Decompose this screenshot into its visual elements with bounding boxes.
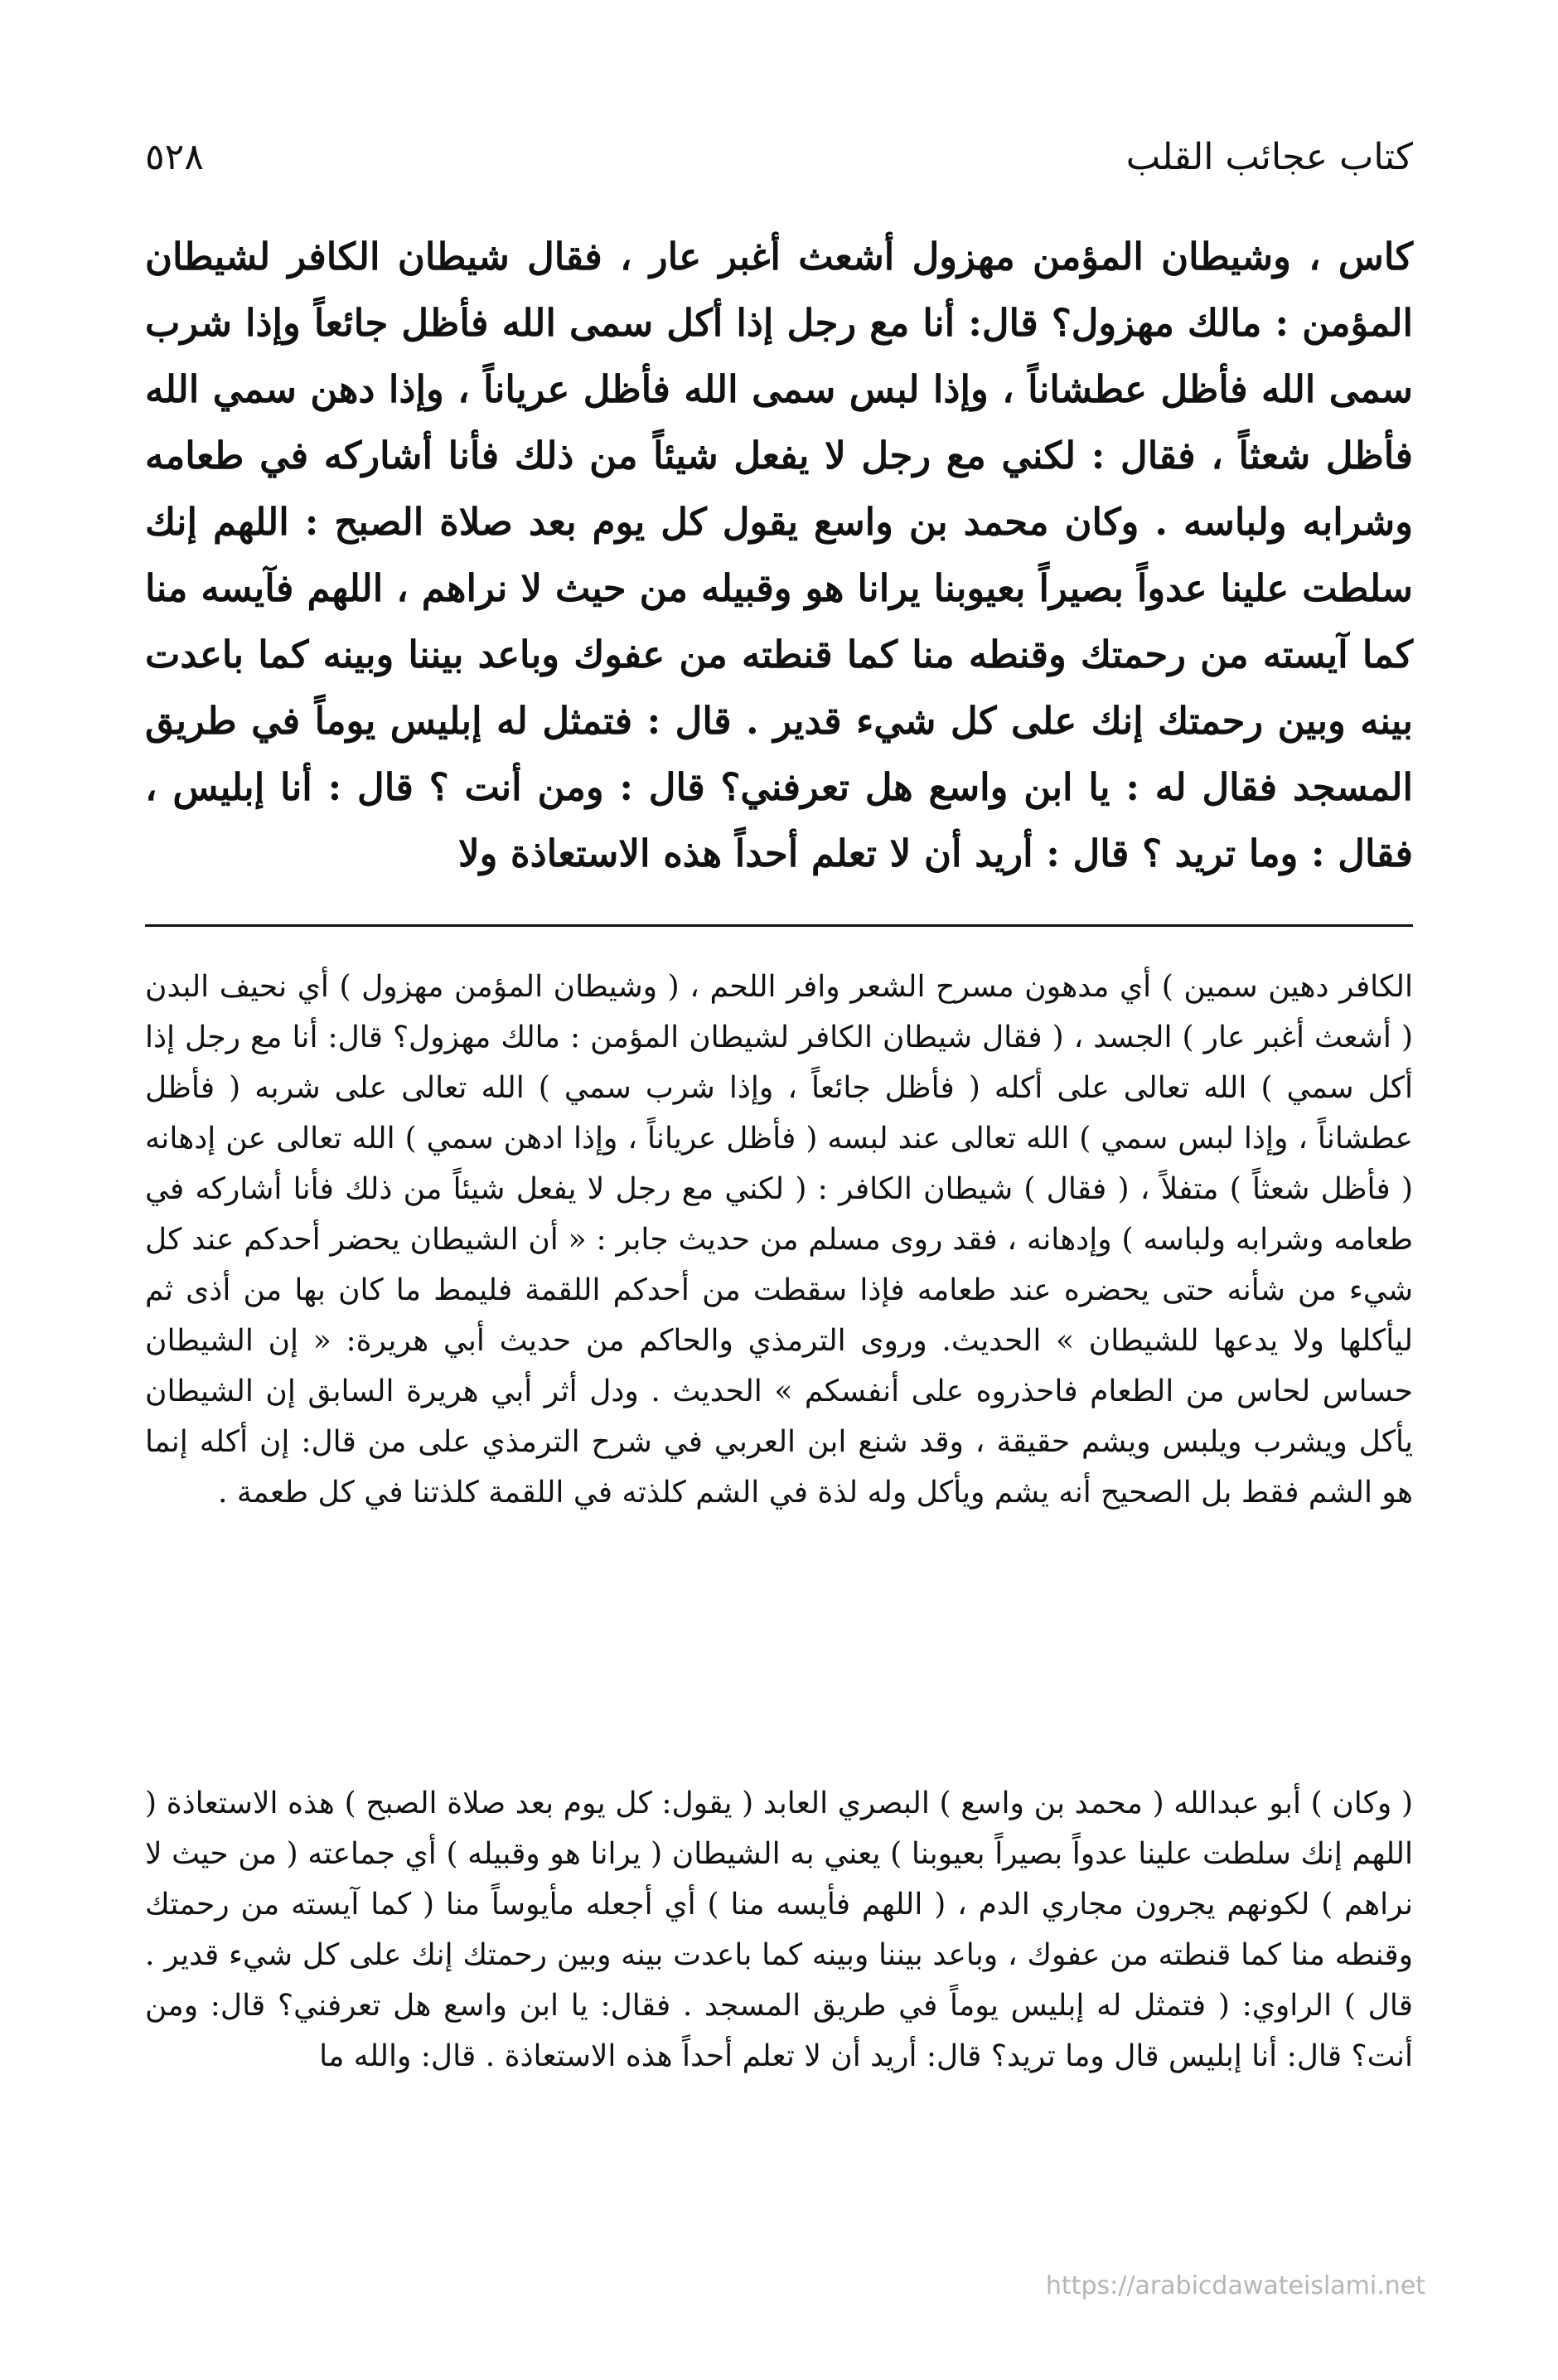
commentary-block-1 — [145, 962, 1413, 1518]
main-text-block — [145, 224, 1413, 887]
page-number: ٥٢٨ — [145, 136, 204, 178]
separator-rule — [145, 924, 1413, 927]
commentary-block-2 — [145, 1778, 1413, 2082]
watermark-url: https://arabicdawateislami.net — [1045, 2271, 1425, 2300]
main-paragraph: كاس ، وشيطان المؤمن مهزول أشعث أغبر عار ، فقال شيطان الكافر لشيطان المؤمن : مالك مهزول؟ قال: أنا مع رجل إذا أكل سمى الله فأظل جائعاً وإذا شرب سمى الله فأظل عطشاناً ، وإذا لبس سمى الله فأظل عرياناً ، وإذا دهن سمي الله فأظل شعثاً ، فقال : لكني مع رجل لا يفعل شيئاً من ذلك فأنا أشاركه في طعامه وشرابه ولباسه . وكان محمد بن واسع يقول كل يوم بعد صلاة الصبح : اللهم إنك سلطت علينا عدواً بصيراً بعيوبنا يرانا هو وقبيله من حيث لا نراهم ، اللهم فآيسه منا كما آيسته من رحمتك وقنطه منا كما قنطته من عفوك وباعد بيننا وبينه كما باعدت بينه وبين رحمتك إنك على كل شيء قدير . قال : فتمثل له إبليس يوماً في طريق المسجد فقال له : يا ابن واسع هل تعرفني؟ قال : ومن أنت ؟ قال : أنا إبليس ، فقال : وما تريد ؟ قال : أريد أن لا تعلم أحداً هذه الاستعاذة ولا — [145, 235, 1413, 875]
book-page — [145, 99, 1413, 2338]
page-header — [145, 133, 1413, 182]
running-title: كتاب عجائب القلب — [1125, 136, 1413, 178]
commentary-paragraph-1: الكافر دهين سمين ) أي مدهون مسرح الشعر وافر اللحم ، ( وشيطان المؤمن مهزول ) أي نحيف البدن ( أشعث أغبر عار ) الجسد ، ( فقال شيطان الكافر لشيطان المؤمن : مالك مهزول؟ قال: أنا مع رجل إذا أكل سمي ) الله تعالى على أكله ( فأظل جائعاً ، وإذا شرب سمي ) الله تعالى على شربه ( فأظل عطشاناً ، وإذا لبس سمي ) الله تعالى عند لبسه ( فأظل عرياناً ، وإذا ادهن سمي ) الله تعالى عن إدهانه ( فأظل شعثاً ) متفلاً ، ( فقال ) شيطان الكافر : ( لكني مع رجل لا يفعل شيئاً من ذلك فأنا أشاركه في طعامه وشرابه ولباسه ) وإدهانه ، فقد روى مسلم من حديث جابر : « أن الشيطان يحضر أحدكم عند كل شيء من شأنه حتى يحضره عند طعامه فإذا سقطت من أحدكم اللقمة فليمط ما كان بها من أذى ثم ليأكلها ولا يدعها للشيطان » الحديث. وروى الترمذي والحاكم من حديث أبي هريرة: « إن الشيطان حساس لحاس من الطعام فاحذروه على أنفسكم » الحديث . ودل أثر أبي هريرة السابق إن الشيطان يأكل ويشرب ويلبس ويشم حقيقة ، وقد شنع ابن العربي في شرح الترمذي على من قال: إن أكله إنما هو الشم فقط بل الصحيح أنه يشم ويأكل وله لذة في الشم كلذته في اللقمة كلذتنا في كل طعمة . — [145, 970, 1413, 1510]
commentary-paragraph-2: ( وكان ) أبو عبدالله ( محمد بن واسع ) البصري العابد ( يقول: كل يوم بعد صلاة الصبح ) هذه الاستعاذة ( اللهم إنك سلطت علينا عدواً بصيراً بعيوبنا ) يعني به الشيطان ( يرانا هو وقبيله ) أي جماعته ( من حيث لا نراهم ) لكونهم يجرون مجاري الدم ، ( اللهم فأيسه منا ) أي أجعله مأيوساً منا ( كما آيسته من رحمتك وقنطه منا كما قنطته من عفوك ، وباعد بيننا وبينه كما باعدت بينه وبين رحمتك إنك على كل شيء قدير . قال ) الراوي: ( فتمثل له إبليس يوماً في طريق المسجد . فقال: يا ابن واسع هل تعرفني؟ قال: ومن أنت؟ قال: أنا إبليس قال وما تريد؟ قال: أريد أن لا تعلم أحداً هذه الاستعاذة . قال: والله ما — [145, 1786, 1414, 2073]
